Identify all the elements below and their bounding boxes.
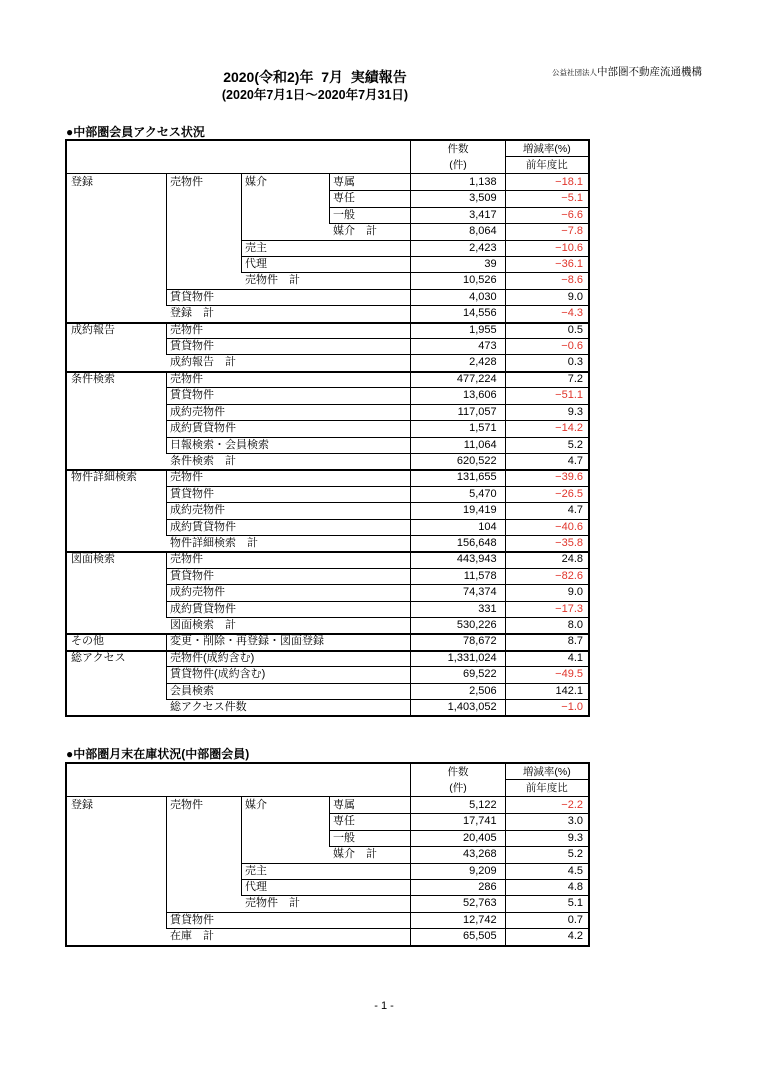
table-row <box>67 912 588 928</box>
row-label: 代理 <box>245 881 267 894</box>
row-label-area <box>67 420 410 436</box>
inventory-status-table <box>65 762 590 947</box>
row-label: 媒介 <box>245 799 267 811</box>
count-cell: 5,122 <box>410 797 504 813</box>
count-cell: 78,672 <box>410 633 504 649</box>
row-label: 物件詳細検索 計 <box>170 536 258 549</box>
rate-cell: 8.7 <box>505 633 588 649</box>
row-label-area <box>67 683 410 699</box>
row-label: 条件検索 <box>71 372 115 385</box>
rate-cell: −51.1 <box>505 387 588 403</box>
count-cell: 13,606 <box>410 387 504 403</box>
count-cell: 20,405 <box>410 830 504 846</box>
table-header <box>67 764 588 797</box>
table-row <box>67 535 588 551</box>
table-row <box>67 486 588 502</box>
count-cell: 10,526 <box>410 272 504 288</box>
report-title: 2020(令和2)年 7月 実績報告 <box>223 69 407 85</box>
rate-cell: 4.8 <box>505 879 588 895</box>
organization-title: 中部圏不動産流通機構 <box>597 66 702 78</box>
row-label: 登録 <box>71 176 93 188</box>
row-label-area <box>67 174 410 190</box>
row-label: その他 <box>71 635 104 648</box>
header-count-column: 件数 (件) <box>410 141 504 173</box>
row-label-area <box>67 797 410 813</box>
rate-cell: 4.7 <box>505 502 588 518</box>
table-row <box>67 256 588 272</box>
count-cell: 69,522 <box>410 666 504 682</box>
table-row <box>67 928 588 944</box>
rate-cell: −1.0 <box>505 699 588 715</box>
rate-cell: 5.1 <box>505 895 588 911</box>
row-label-area <box>67 486 410 502</box>
row-label-area <box>67 617 410 633</box>
row-label: 売物件(成約含む) <box>170 651 255 664</box>
table-row <box>67 502 588 518</box>
row-label-area <box>67 633 410 649</box>
row-label-area <box>67 519 410 535</box>
rate-cell: 0.7 <box>505 912 588 928</box>
rate-cell: −8.6 <box>505 272 588 288</box>
count-cell: 331 <box>410 601 504 617</box>
table-row <box>67 830 588 846</box>
row-label-area <box>67 322 410 338</box>
table-row <box>67 584 588 600</box>
table-row <box>67 387 588 403</box>
table-row <box>67 469 588 485</box>
row-label: 日報検索・会員検索 <box>170 438 269 451</box>
count-cell: 52,763 <box>410 895 504 911</box>
count-cell: 2,428 <box>410 354 504 370</box>
row-label-area <box>67 895 410 911</box>
table-row <box>67 568 588 584</box>
count-cell: 39 <box>410 256 504 272</box>
table-row <box>67 404 588 420</box>
table-row <box>67 174 588 190</box>
table-row <box>67 633 588 649</box>
section-title-access-status: ●中部圏会員アクセス状況 <box>66 125 205 139</box>
table-row <box>67 420 588 436</box>
rate-cell: 8.0 <box>505 617 588 633</box>
row-label-area <box>67 912 410 928</box>
row-label-area <box>67 387 410 403</box>
row-label-area <box>67 469 410 485</box>
row-label: 媒介 計 <box>333 225 377 238</box>
table-row <box>67 354 588 370</box>
row-label-area <box>67 338 410 354</box>
row-label: 専属 <box>333 799 355 811</box>
row-label: 媒介 <box>245 176 267 188</box>
section-title-inventory-status: ●中部圏月末在庫状況(中部圏会員) <box>66 747 250 761</box>
row-label: 賃貸物件 <box>170 389 214 402</box>
row-label-area <box>67 272 410 288</box>
row-label: 在庫 計 <box>170 930 214 943</box>
row-label: 変更・削除・再登録・図面登録 <box>170 635 324 648</box>
table-row <box>67 813 588 829</box>
row-label: 図面検索 <box>71 553 115 566</box>
title-block <box>40 68 590 104</box>
row-label: 図面検索 計 <box>170 618 236 631</box>
row-label: 売主 <box>245 864 267 877</box>
rate-cell: −2.2 <box>505 797 588 813</box>
row-label: 売物件 <box>170 799 203 811</box>
row-label: 売物件 計 <box>245 274 300 287</box>
count-cell: 3,417 <box>410 207 504 223</box>
rate-cell: −39.6 <box>505 469 588 485</box>
row-label-area <box>67 437 410 453</box>
count-cell: 11,578 <box>410 568 504 584</box>
table-row <box>67 453 588 469</box>
row-label: 売物件 計 <box>245 897 300 910</box>
table-row <box>67 338 588 354</box>
count-cell: 2,506 <box>410 683 504 699</box>
row-label: 賃貸物件 <box>170 290 214 303</box>
table-row <box>67 305 588 321</box>
table-row <box>67 846 588 862</box>
row-label: 専任 <box>333 815 355 828</box>
rate-cell: −26.5 <box>505 486 588 502</box>
count-cell: 1,571 <box>410 420 504 436</box>
table-row <box>67 289 588 305</box>
table-row <box>67 272 588 288</box>
rate-cell: 4.1 <box>505 650 588 666</box>
count-cell: 443,943 <box>410 551 504 567</box>
row-label-area <box>67 928 410 944</box>
rate-cell: −5.1 <box>505 190 588 206</box>
table-row <box>67 519 588 535</box>
row-label: 代理 <box>245 258 267 271</box>
table-row <box>67 895 588 911</box>
row-label-area <box>67 223 410 239</box>
count-cell: 12,742 <box>410 912 504 928</box>
organization-prefix: 公益社団法人 <box>552 68 597 77</box>
rate-cell: 5.2 <box>505 846 588 862</box>
access-status-table <box>65 139 590 717</box>
row-label-area <box>67 601 410 617</box>
row-label-area <box>67 846 410 862</box>
table-row <box>67 699 588 715</box>
row-label: 売主 <box>245 241 267 254</box>
row-label: 一般 <box>333 831 355 844</box>
table-row <box>67 666 588 682</box>
rate-cell: −36.1 <box>505 256 588 272</box>
header-empty-cell <box>67 764 410 796</box>
count-cell: 2,423 <box>410 240 504 256</box>
table-row <box>67 437 588 453</box>
count-cell: 65,505 <box>410 928 504 944</box>
rate-cell: 9.0 <box>505 584 588 600</box>
count-cell: 1,955 <box>410 322 504 338</box>
row-label-area <box>67 535 410 551</box>
count-cell: 14,556 <box>410 305 504 321</box>
count-cell: 1,331,024 <box>410 650 504 666</box>
count-cell: 9,209 <box>410 863 504 879</box>
row-label: 成約賃貸物件 <box>170 602 236 615</box>
row-label: 条件検索 計 <box>170 454 236 467</box>
count-cell: 104 <box>410 519 504 535</box>
rate-cell: −7.8 <box>505 223 588 239</box>
header-count-column: 件数 (件) <box>410 764 504 796</box>
table-row <box>67 322 588 338</box>
row-label: 売物件 <box>170 372 203 385</box>
table-row <box>67 879 588 895</box>
row-label: 売物件 <box>170 323 203 336</box>
count-cell: 156,648 <box>410 535 504 551</box>
row-label: 成約賃貸物件 <box>170 422 236 435</box>
table-row <box>67 617 588 633</box>
count-cell: 8,064 <box>410 223 504 239</box>
rate-cell: −4.3 <box>505 305 588 321</box>
rate-cell: 9.0 <box>505 289 588 305</box>
rate-cell: 7.2 <box>505 371 588 387</box>
row-label-area <box>67 568 410 584</box>
count-cell: 473 <box>410 338 504 354</box>
count-cell: 1,403,052 <box>410 699 504 715</box>
table-row <box>67 240 588 256</box>
header-rate-column: 増減率(%) 前年度比 <box>505 764 588 796</box>
row-label: 売物件 <box>170 553 203 566</box>
count-cell: 620,522 <box>410 453 504 469</box>
rate-cell: 142.1 <box>505 683 588 699</box>
row-label: 成約売物件 <box>170 586 225 599</box>
row-label-area <box>67 863 410 879</box>
rate-cell: 4.7 <box>505 453 588 469</box>
row-label: 賃貸物件 <box>170 340 214 353</box>
row-label-area <box>67 813 410 829</box>
row-label-area <box>67 699 410 715</box>
row-label: 登録 計 <box>170 307 214 320</box>
row-label: 登録 <box>71 799 93 811</box>
count-cell: 43,268 <box>410 846 504 862</box>
count-cell: 530,226 <box>410 617 504 633</box>
table-row <box>67 207 588 223</box>
table-header <box>67 141 588 174</box>
row-label: 成約賃貸物件 <box>170 520 236 533</box>
row-label: 成約報告 <box>71 323 115 336</box>
row-label-area <box>67 502 410 518</box>
rate-cell: −14.2 <box>505 420 588 436</box>
row-label: 売物件 <box>170 176 203 188</box>
row-label: 賃貸物件 <box>170 913 214 926</box>
table-row <box>67 683 588 699</box>
rate-cell: 4.5 <box>505 863 588 879</box>
row-label: 媒介 計 <box>333 848 377 861</box>
row-label-area <box>67 289 410 305</box>
row-label-area <box>67 453 410 469</box>
row-label: 会員検索 <box>170 684 214 697</box>
table-row <box>67 797 588 813</box>
row-label-area <box>67 551 410 567</box>
row-label: 成約報告 計 <box>170 356 236 369</box>
row-label-area <box>67 190 410 206</box>
count-cell: 19,419 <box>410 502 504 518</box>
rate-cell: −49.5 <box>505 666 588 682</box>
row-label-area <box>67 650 410 666</box>
row-label-area <box>67 584 410 600</box>
rate-cell: 9.3 <box>505 830 588 846</box>
count-cell: 1,138 <box>410 174 504 190</box>
count-cell: 74,374 <box>410 584 504 600</box>
row-label-area <box>67 256 410 272</box>
row-label-area <box>67 305 410 321</box>
row-label: 賃貸物件 <box>170 487 214 500</box>
table-row <box>67 863 588 879</box>
rate-cell: 5.2 <box>505 437 588 453</box>
count-cell: 5,470 <box>410 486 504 502</box>
rate-cell: −10.6 <box>505 240 588 256</box>
count-cell: 4,030 <box>410 289 504 305</box>
row-label: 一般 <box>333 208 355 221</box>
header-empty-cell <box>67 141 410 173</box>
rate-cell: 0.3 <box>505 354 588 370</box>
rate-cell: 0.5 <box>505 322 588 338</box>
rate-cell: 9.3 <box>505 404 588 420</box>
table-row <box>67 601 588 617</box>
row-label: 専任 <box>333 192 355 205</box>
table-row <box>67 190 588 206</box>
count-cell: 131,655 <box>410 469 504 485</box>
rate-cell: −6.6 <box>505 207 588 223</box>
row-label-area <box>67 354 410 370</box>
rate-cell: −18.1 <box>505 174 588 190</box>
count-cell: 17,741 <box>410 813 504 829</box>
table-row <box>67 551 588 567</box>
row-label-area <box>67 666 410 682</box>
report-period: (2020年7月1日～2020年7月31日) <box>221 88 409 102</box>
row-label-area <box>67 207 410 223</box>
row-label: 賃貸物件(成約含む) <box>170 668 266 681</box>
rate-cell: 24.8 <box>505 551 588 567</box>
row-label: 総アクセス <box>71 651 126 664</box>
count-cell: 117,057 <box>410 404 504 420</box>
row-label: 総アクセス件数 <box>170 701 247 713</box>
row-label-area <box>67 371 410 387</box>
table-row <box>67 223 588 239</box>
count-cell: 477,224 <box>410 371 504 387</box>
row-label: 物件詳細検索 <box>71 471 137 484</box>
row-label-area <box>67 240 410 256</box>
count-cell: 3,509 <box>410 190 504 206</box>
rate-cell: −17.3 <box>505 601 588 617</box>
row-label: 売物件 <box>170 471 203 484</box>
count-cell: 286 <box>410 879 504 895</box>
page-number: - 1 - <box>374 1000 394 1012</box>
count-cell: 11,064 <box>410 437 504 453</box>
row-label-area <box>67 404 410 420</box>
row-label: 専属 <box>333 176 355 188</box>
rate-cell: −82.6 <box>505 568 588 584</box>
row-label: 賃貸物件 <box>170 569 214 582</box>
row-label: 成約売物件 <box>170 405 225 418</box>
rate-cell: 4.2 <box>505 928 588 944</box>
row-label-area <box>67 879 410 895</box>
table-row <box>67 371 588 387</box>
header-rate-column: 増減率(%) 前年度比 <box>505 141 588 173</box>
table-row <box>67 650 588 666</box>
rate-cell: −40.6 <box>505 519 588 535</box>
rate-cell: −35.8 <box>505 535 588 551</box>
row-label: 成約売物件 <box>170 504 225 517</box>
row-label-area <box>67 830 410 846</box>
rate-cell: 3.0 <box>505 813 588 829</box>
rate-cell: −0.6 <box>505 338 588 354</box>
